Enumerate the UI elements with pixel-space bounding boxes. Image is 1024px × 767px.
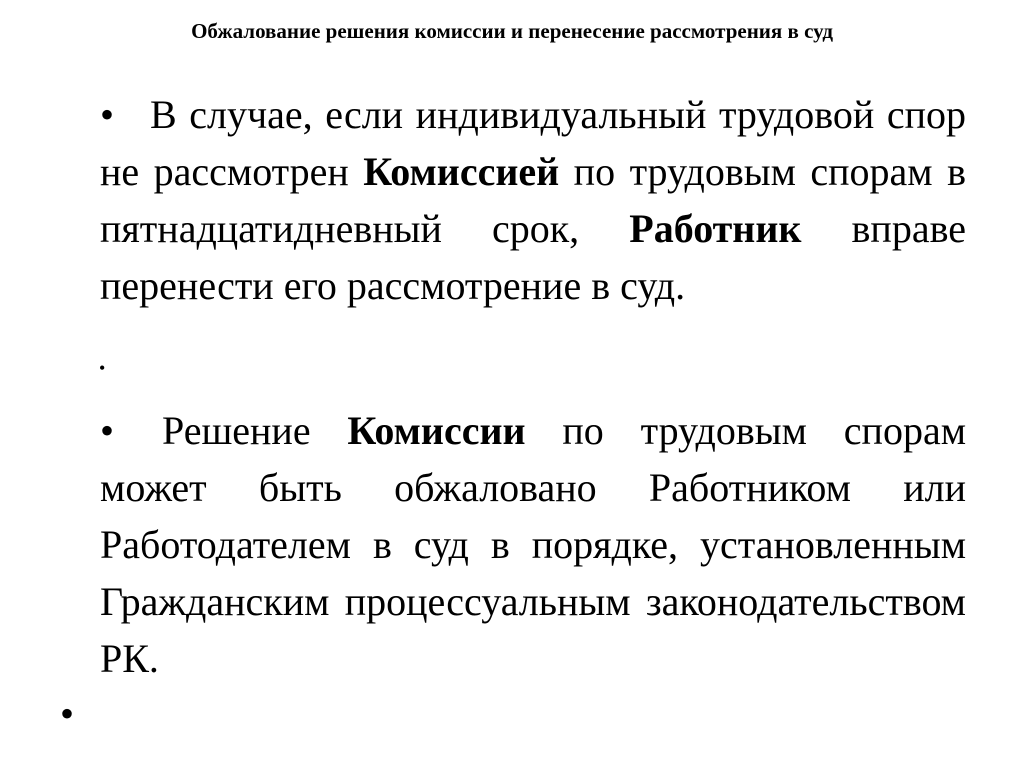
bullet-mark: • — [100, 408, 115, 453]
empty-bullet-large: • — [60, 691, 75, 736]
paragraph-2-tail: по трудовым спорам может быть обжаловано Работником или Работодателем в суд в порядке, установленным Гражданским процессуальным законодательством РК. — [100, 408, 967, 681]
bullet-paragraph-1 — [100, 86, 966, 314]
bullet-mark: • — [100, 92, 115, 137]
paragraph-1-tail: вправе перенести его рассмотрение в суд. — [100, 206, 966, 308]
slide-title: Обжалование решения комиссии и перенесение рассмотрения в суд — [191, 19, 833, 43]
paragraph-1-bold-commission: Комиссией — [363, 149, 560, 194]
paragraph-2-lead: Решение — [162, 408, 348, 453]
paragraph-1-middle: по трудовым спорам в пятнадцатидневный срок, — [100, 149, 966, 251]
paragraph-2-bold-commission: Комиссии — [347, 408, 526, 453]
bullet-paragraph-2 — [100, 402, 966, 687]
paragraph-1-bold-employee: Работник — [629, 206, 802, 251]
empty-bullet-small: • — [99, 358, 106, 378]
paragraph-1-lead: В случае, если индивидуальный трудовой спор не рассмотрен — [100, 92, 966, 194]
